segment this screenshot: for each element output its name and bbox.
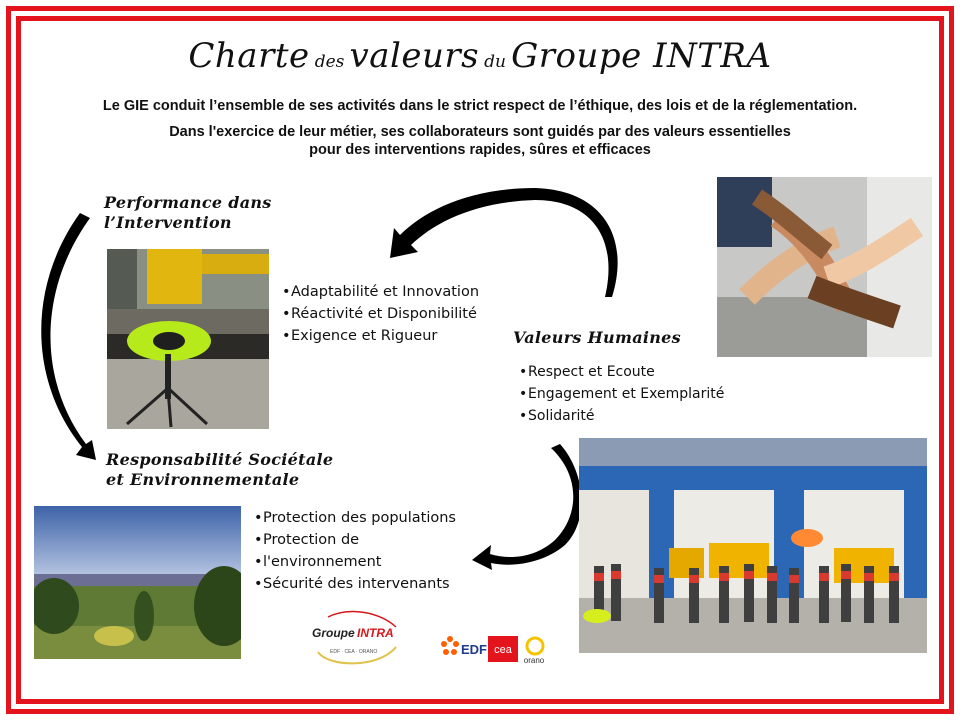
title-groupe-intra: Groupe INTRA bbox=[511, 36, 772, 76]
responsabilite-value-2-line2: l'environnement bbox=[263, 554, 382, 570]
responsabilite-values-list bbox=[254, 507, 456, 595]
intra-logo-intra: INTRA bbox=[357, 626, 394, 640]
intro-line-1: Le GIE conduit l’ensemble de ses activités dans le strict respect de l’éthique, des lois et de la réglementation. bbox=[102, 98, 858, 114]
title-du: du bbox=[484, 52, 506, 72]
hands-photo bbox=[717, 177, 932, 357]
cea-logo-text: cea bbox=[494, 644, 512, 656]
robot-photo bbox=[107, 249, 269, 429]
orano-logo bbox=[518, 634, 550, 666]
responsabilite-heading-line2: et Environnementale bbox=[106, 470, 300, 489]
performance-value-2: • Réactivité et Disponibilité bbox=[282, 303, 479, 325]
orano-logo-text: orano bbox=[523, 656, 545, 665]
humaines-value-3: • Solidarité bbox=[519, 405, 724, 427]
groupe-intra-logo bbox=[308, 607, 404, 669]
responsabilite-value-1: • Protection des populations bbox=[254, 507, 456, 529]
humaines-value-1: • Respect et Ecoute bbox=[519, 361, 724, 383]
left-curved-arrow bbox=[41, 213, 96, 460]
orano-logo-ring-icon bbox=[527, 638, 543, 654]
title-des: des bbox=[314, 52, 345, 72]
responsabilite-value-2: • Protection de bbox=[254, 529, 456, 551]
responsabilite-heading bbox=[106, 450, 333, 490]
intra-logo-swoosh-red bbox=[328, 612, 396, 627]
intra-logo-groupe: Groupe bbox=[312, 626, 355, 640]
bottom-curved-arrow bbox=[472, 444, 581, 570]
responsabilite-value-2-cont bbox=[254, 551, 456, 573]
edf-logo-flower-icon bbox=[441, 636, 459, 655]
title-charte: Charte bbox=[188, 36, 310, 76]
title-valeurs: valeurs bbox=[349, 36, 480, 76]
responsabilite-heading-line1: Responsabilité Sociétale bbox=[106, 450, 334, 469]
landscape-photo bbox=[34, 506, 241, 659]
performance-value-1: • Adaptabilité et Innovation bbox=[282, 281, 479, 303]
humaines-values-list bbox=[519, 361, 724, 427]
intro-line-2: Dans l'exercice de leur métier, ses collaborateurs sont guidés par des valeurs essentielles bbox=[169, 124, 791, 140]
performance-heading-line2: l’Intervention bbox=[104, 213, 232, 232]
performance-value-3: • Exigence et Rigueur bbox=[282, 325, 479, 347]
team-photo bbox=[579, 438, 927, 653]
intra-logo-tagline: EDF · CEA · ORANO bbox=[330, 649, 378, 655]
edf-logo-text: EDF bbox=[461, 642, 487, 657]
humaines-value-2: • Engagement et Exemplarité bbox=[519, 383, 724, 405]
edf-logo bbox=[440, 633, 490, 663]
responsabilite-value-3: • Sécurité des intervenants bbox=[254, 573, 456, 595]
performance-heading bbox=[104, 193, 272, 233]
cea-logo bbox=[488, 636, 518, 662]
performance-heading-line1: Performance dans bbox=[104, 193, 272, 212]
intro-line-3: pour des interventions rapides, sûres et efficaces bbox=[309, 142, 651, 158]
humaines-heading: Valeurs Humaines bbox=[513, 328, 681, 347]
performance-values-list bbox=[282, 281, 479, 347]
